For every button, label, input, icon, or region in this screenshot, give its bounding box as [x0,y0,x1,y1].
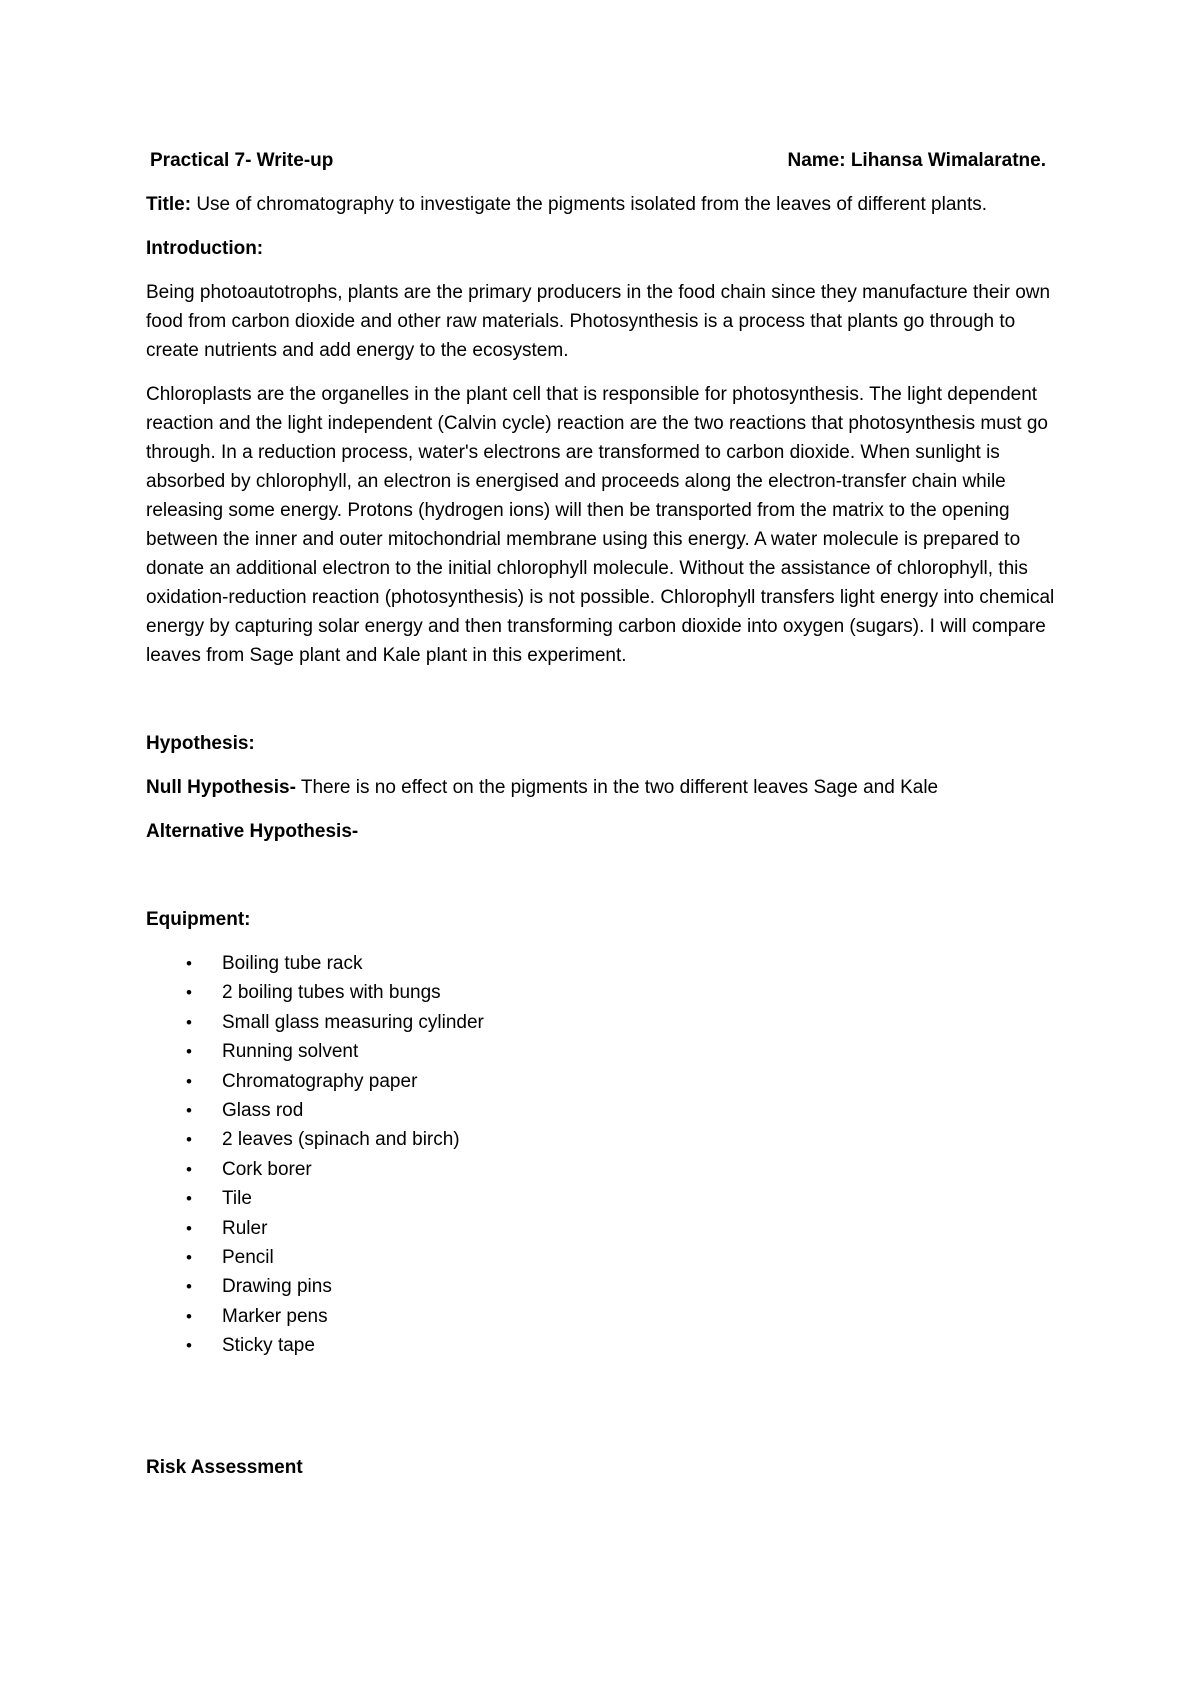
equipment-item-text: Marker pens [222,1305,328,1327]
equipment-list-item [186,1037,1066,1066]
equipment-item-text: Ruler [222,1217,268,1239]
spacer [146,861,1066,905]
null-hypothesis-label: Null Hypothesis- [146,777,296,798]
equipment-list-item [186,1302,1066,1331]
equipment-list-item [186,1125,1066,1154]
equipment-list-item [186,1272,1066,1301]
title-line [146,190,1066,219]
header-row [146,146,1066,175]
equipment-item-text: Boiling tube rack [222,953,363,974]
equipment-list-item [186,1155,1066,1184]
equipment-item-text: Running solvent [222,1041,359,1063]
equipment-list-item [186,1096,1066,1125]
bullet-icon: • [186,1277,192,1297]
hypothesis-heading: Hypothesis: [146,733,255,754]
risk-assessment-heading: Risk Assessment [146,1456,303,1478]
document-body [146,146,1066,1497]
bullet-icon: • [186,1159,192,1179]
bullet-icon: • [186,1101,192,1121]
equipment-list-item [186,978,1066,1007]
practical-title: Practical 7- Write-up [150,150,334,171]
equipment-item-text: Glass rod [222,1100,304,1122]
bullet-icon: • [186,983,192,1003]
bullet-icon: • [186,1336,192,1356]
introduction-heading: Introduction: [146,238,264,259]
bullet-icon: • [186,954,192,973]
equipment-item-text: Small glass measuring cylinder [222,1011,484,1033]
title-text: Use of chromatography to investigate the pigments isolated from the leaves of different plants. [191,194,988,215]
equipment-list-item [186,1008,1066,1037]
bullet-icon: • [186,1189,192,1209]
equipment-item-text: Chromatography paper [222,1070,418,1092]
equipment-heading: Equipment: [146,909,251,930]
bullet-icon: • [186,1042,192,1062]
bullet-icon: • [186,1012,192,1032]
title-label: Title: [146,194,192,215]
equipment-item-text: Pencil [222,1247,274,1269]
equipment-list-item [186,1243,1066,1272]
null-hypothesis-text: There is no effect on the pigments in the two different leaves Sage and Kale [295,777,939,798]
equipment-item-text: Tile [222,1188,252,1210]
equipment-list-item [186,949,1066,978]
equipment-item-text: Sticky tape [222,1335,315,1357]
bullet-icon: • [186,1248,192,1268]
bullet-icon: • [186,1218,192,1238]
equipment-list-item [186,1184,1066,1213]
alternative-hypothesis-label: Alternative Hypothesis- [146,821,359,842]
equipment-item-text: 2 boiling tubes with bungs [222,982,441,1004]
introduction-paragraph-1: Being photoautotrophs, plants are the primary producers in the food chain since they manufacture their own food from carbon dioxide and other raw materials. Photosynthesis is a process that plants go through to create nutrients and add energy to the ecosystem. [146,282,1051,361]
equipment-list [146,949,1066,1361]
equipment-list-item [186,1331,1066,1360]
student-name: Name: Lihansa Wimalaratne. [787,150,1046,171]
equipment-item-text: Cork borer [222,1158,312,1180]
equipment-item-text: 2 leaves (spinach and birch) [222,1129,460,1151]
bullet-icon: • [186,1306,192,1326]
equipment-list-item [186,1067,1066,1096]
equipment-list-item [186,1214,1066,1243]
spacer [146,1361,1066,1453]
null-hypothesis-line [146,773,1066,802]
bullet-icon: • [186,1130,192,1150]
equipment-item-text: Drawing pins [222,1276,332,1298]
spacer [146,685,1066,729]
bullet-icon: • [186,1071,192,1091]
introduction-paragraph-2: Chloroplasts are the organelles in the plant cell that is responsible for photosynthesis. The light dependent reaction and the light independent (Calvin cycle) reaction are the two reactions that photosynthesis must go through. In a reduction process, water's electrons are transformed to carbon dioxide. When sunlight is absorbed by chlorophyll, an electron is energised and proceeds along the electron-transfer chain while releasing some energy. Protons (hydrogen ions) will then be transported from the matrix to the opening between the inner and outer mitochondrial membrane using this energy. A water molecule is prepared to donate an additional electron to the initial chlorophyll molecule. Without the assistance of chlorophyll, this oxidation-reduction reaction (photosynthesis) is not possible. Chlorophyll transfers light energy into chemical energy by capturing solar energy and then transforming carbon dioxide into oxygen (sugars). I will compare leaves from Sage plant and Kale plant in this experiment. [146,384,1055,666]
